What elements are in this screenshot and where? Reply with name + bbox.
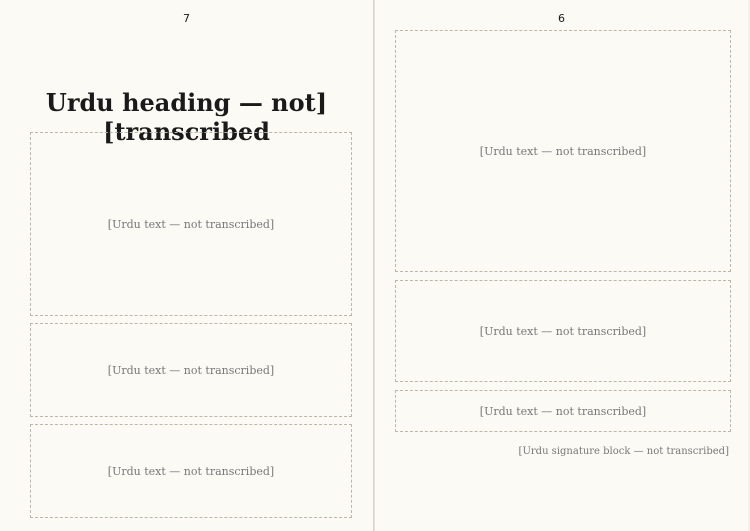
left-paragraph-3: [Urdu text — not transcribed] — [30, 424, 352, 518]
left-paragraph-2: [Urdu text — not transcribed] — [30, 323, 352, 417]
right-page — [374, 0, 748, 531]
right-page-number: 6 — [558, 12, 565, 25]
right-paragraph-1: [Urdu text — not transcribed] — [395, 30, 731, 272]
left-page-number: 7 — [183, 12, 190, 25]
left-page — [0, 0, 374, 531]
chapter-heading: [Urdu heading — not transcribed] — [45, 88, 328, 146]
right-paragraph-3: [Urdu text — not transcribed] — [395, 390, 731, 432]
left-paragraph-1: [Urdu text — not transcribed] — [30, 132, 352, 316]
author-signature: [Urdu signature block — not transcribed] — [518, 446, 729, 457]
right-paragraph-2: [Urdu text — not transcribed] — [395, 280, 731, 382]
